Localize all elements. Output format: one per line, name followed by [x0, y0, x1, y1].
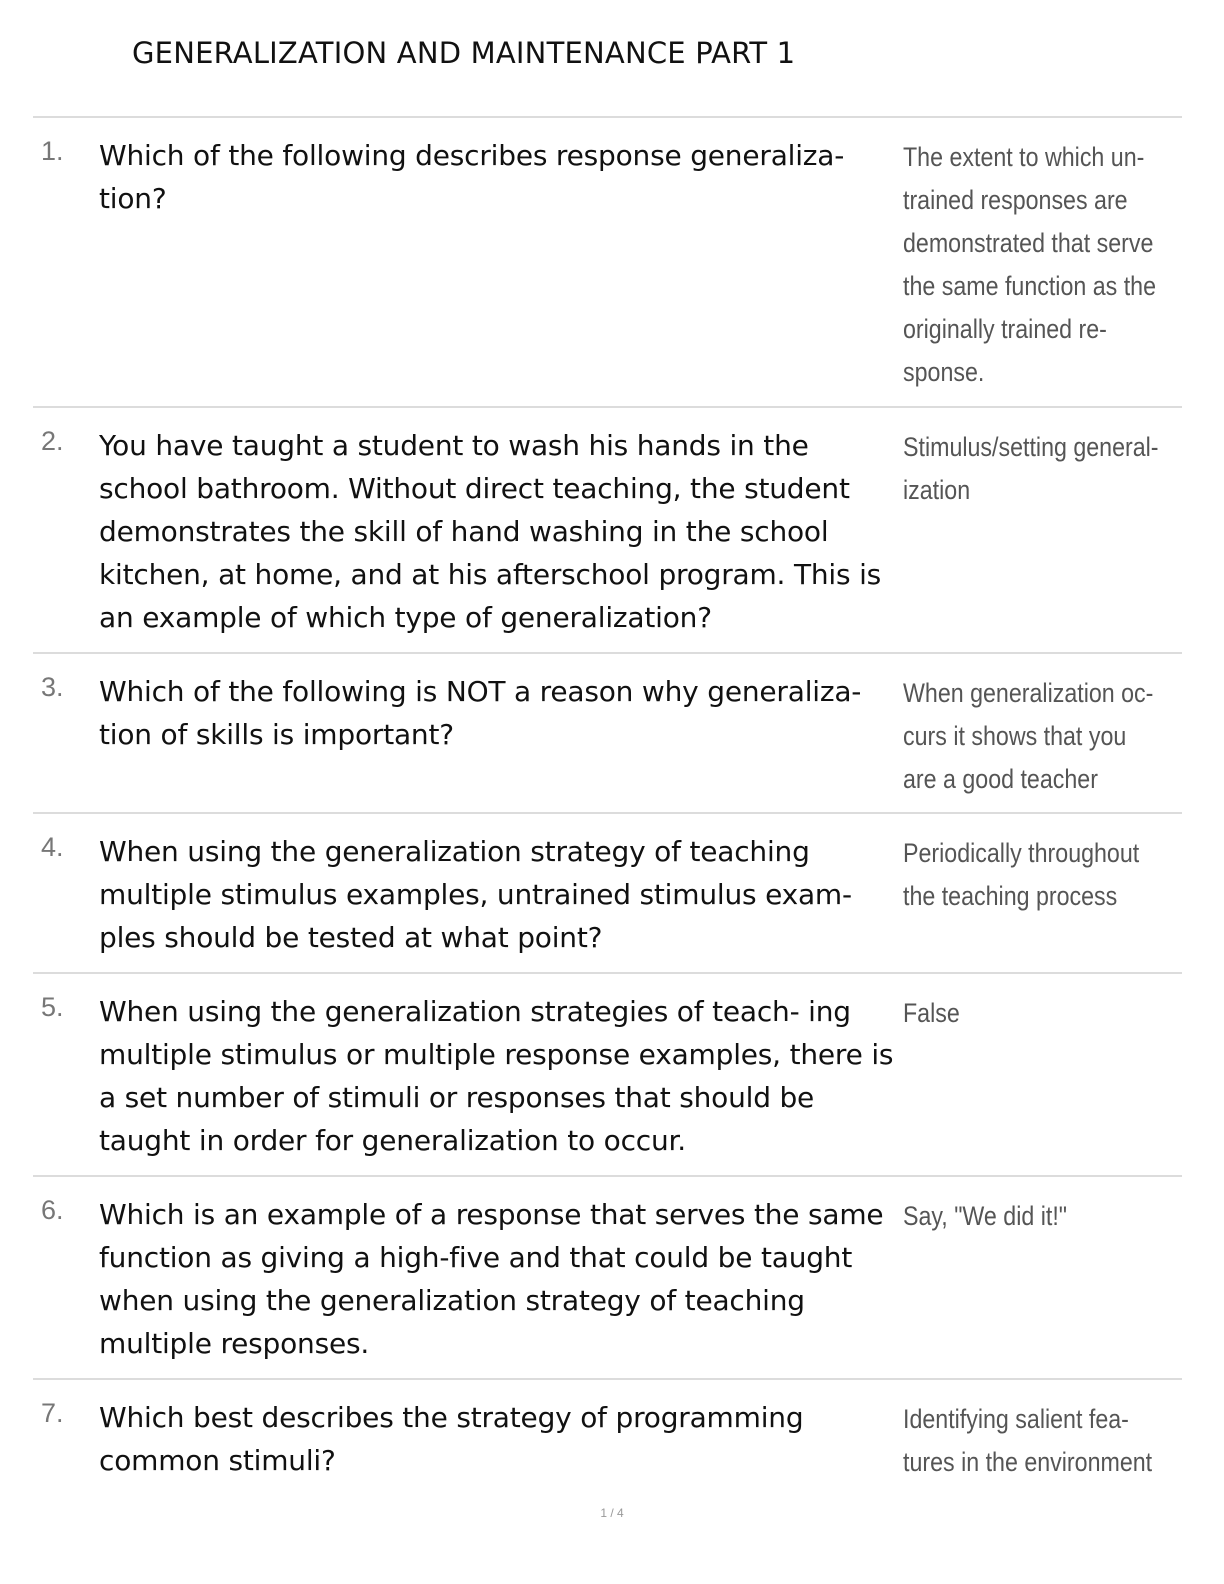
card-answer: Identifying salient fea- tures in the environment: [903, 1404, 1153, 1477]
document-title: GENERALIZATION AND MAINTENANCE PART 1: [132, 36, 796, 70]
flashcard: [33, 406, 1182, 652]
card-number: 1.: [41, 136, 64, 166]
card-answer: Periodically throughout the teaching process: [903, 838, 1140, 911]
flashcard: [33, 1378, 1182, 1488]
flashcard-list: [33, 116, 1182, 1488]
page-indicator: 1 / 4: [600, 1506, 624, 1520]
card-number: 5.: [41, 992, 64, 1022]
card-number: 3.: [41, 672, 64, 702]
card-answer: False: [903, 998, 960, 1028]
flashcard: [33, 116, 1182, 406]
card-number: 4.: [41, 832, 64, 862]
card-number: 7.: [41, 1398, 64, 1428]
card-question: Which best describes the strategy of programming common stimuli?: [99, 1401, 804, 1477]
card-question: When using the generalization strategies of teach- ing multiple stimulus or multiple response examples, there is a set number of stimuli or responses that should be taught in order for generalization to occur.: [99, 995, 894, 1157]
card-answer: Say, "We did it!": [903, 1201, 1068, 1231]
card-answer: Stimulus/setting general- ization: [903, 432, 1159, 505]
flashcard: [33, 652, 1182, 812]
flashcard: [33, 812, 1182, 972]
card-answer: When generalization oc- curs it shows that you are a good teacher: [903, 678, 1154, 794]
card-number: 6.: [41, 1195, 64, 1225]
card-question: Which of the following is NOT a reason why generaliza- tion of skills is important?: [99, 675, 862, 751]
flashcard: [33, 972, 1182, 1175]
card-answer: The extent to which un- trained responses are demonstrated that serve the same function as the originally trained re- sponse.: [903, 142, 1157, 387]
card-number: 2.: [41, 426, 64, 456]
card-question: Which is an example of a response that serves the same function as giving a high-five and that could be taught when using the generalization strategy of teaching multiple responses.: [99, 1198, 884, 1360]
card-question: When using the generalization strategy of teaching multiple stimulus examples, untrained stimulus exam- ples should be tested at what point?: [99, 835, 852, 954]
card-question: Which of the following describes response generaliza- tion?: [99, 139, 845, 215]
card-question: You have taught a student to wash his hands in the school bathroom. Without direct teaching, the student demonstrates the skill of hand washing in the school kitchen, at home, and at his afterschool program. This is an example of which type of generalization?: [99, 429, 882, 634]
flashcard: [33, 1175, 1182, 1378]
